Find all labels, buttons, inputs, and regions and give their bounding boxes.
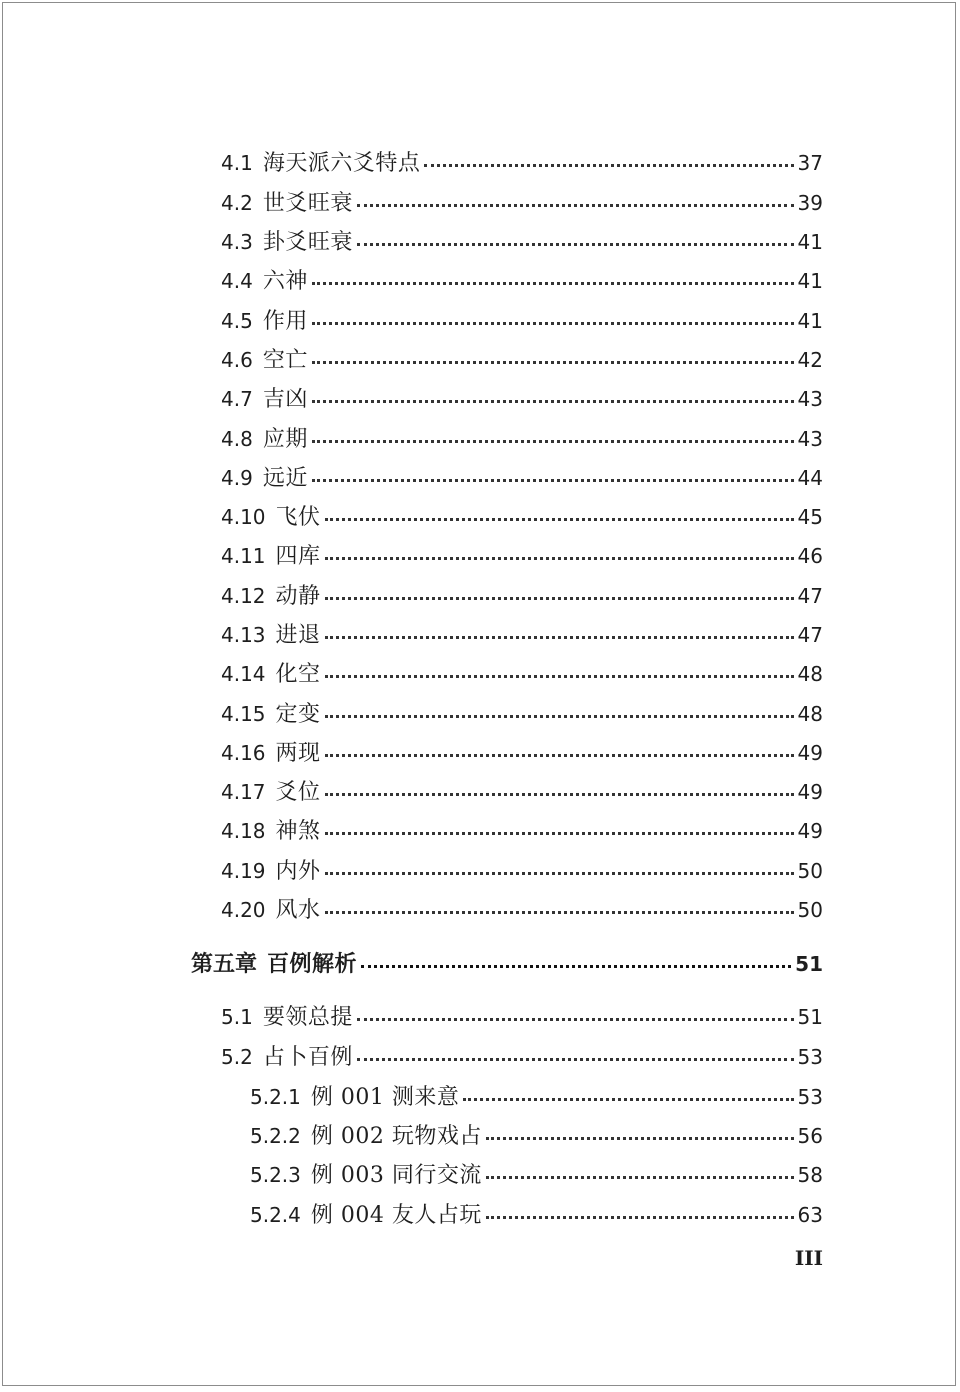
dot-leader — [463, 1098, 793, 1101]
toc-entry-title: 海天派六爻特点 — [262, 151, 421, 176]
dot-leader — [312, 361, 794, 364]
toc-entry-number: 5.2.2 — [250, 1124, 301, 1148]
toc-entry-title: 进退 — [275, 623, 321, 648]
toc-entry-title: 六神 — [262, 269, 308, 294]
toc-entry[interactable] — [250, 1158, 823, 1189]
toc-entry-page: 39 — [797, 191, 823, 215]
toc-entry[interactable] — [221, 893, 823, 924]
toc-entry-number: 5.2.3 — [250, 1163, 301, 1187]
toc-entry-number: 5.2 — [221, 1045, 253, 1069]
toc-entry-title: 占卜百例 — [262, 1045, 353, 1070]
toc-entry-page: 43 — [797, 387, 823, 411]
toc-entry-number: 4.1 — [221, 151, 253, 175]
toc-entry-title: 世爻旺衰 — [262, 191, 353, 216]
toc-entry-page: 49 — [797, 780, 823, 804]
toc-entry[interactable] — [221, 500, 823, 531]
toc-entry-title: 爻位 — [275, 780, 321, 805]
toc-entry[interactable] — [221, 775, 823, 806]
dot-leader — [357, 243, 794, 246]
toc-entry[interactable] — [221, 343, 823, 374]
toc-entry-number: 5.2.4 — [250, 1203, 301, 1227]
toc-entry-page: 44 — [797, 466, 823, 490]
toc-entry[interactable] — [221, 814, 823, 845]
toc-entry[interactable] — [221, 422, 823, 453]
toc-entry-title: 例 001 测来意 — [310, 1085, 460, 1110]
dot-leader — [486, 1176, 794, 1179]
toc-entry-page: 58 — [797, 1163, 823, 1187]
toc-entry-number: 4.4 — [221, 269, 253, 293]
document-page — [2, 2, 956, 1386]
dot-leader — [486, 1216, 794, 1219]
toc-entry-title: 飞伏 — [275, 505, 321, 530]
toc-entry-number: 4.16 — [221, 741, 266, 765]
toc-entry-title: 风水 — [275, 898, 321, 923]
toc-entry-page: 53 — [797, 1045, 823, 1069]
toc-entry-page: 49 — [797, 819, 823, 843]
toc-entry[interactable] — [221, 304, 823, 335]
dot-leader — [312, 282, 794, 285]
dot-leader — [357, 1058, 794, 1061]
toc-entry[interactable] — [221, 697, 823, 728]
toc-entry-number: 4.9 — [221, 466, 253, 490]
toc-entry[interactable] — [221, 186, 823, 217]
dot-leader — [325, 715, 794, 718]
toc-entry[interactable] — [250, 1119, 823, 1150]
toc-entry[interactable] — [221, 539, 823, 570]
toc-entry[interactable] — [250, 1080, 823, 1111]
toc-entry-title: 定变 — [275, 702, 321, 727]
toc-entry-number: 5.1 — [221, 1005, 253, 1029]
toc-entry-page: 37 — [797, 151, 823, 175]
toc-entry-title: 例 003 同行交流 — [310, 1163, 482, 1188]
toc-entry-page: 46 — [797, 544, 823, 568]
toc-entry-title: 卦爻旺衰 — [262, 230, 353, 255]
toc-entry-title: 两现 — [275, 741, 321, 766]
toc-entry-number: 4.5 — [221, 309, 253, 333]
toc-entry-page: 63 — [797, 1203, 823, 1227]
toc-entry-number: 4.3 — [221, 230, 253, 254]
dot-leader — [325, 557, 794, 560]
dot-leader — [325, 597, 794, 600]
toc-entry-page: 47 — [797, 623, 823, 647]
toc-entry[interactable] — [221, 1000, 823, 1031]
dot-leader — [325, 518, 794, 521]
dot-leader — [325, 911, 794, 914]
toc-entry-title: 应期 — [262, 427, 308, 452]
toc-entry-title: 化空 — [275, 662, 321, 687]
toc-entry-page: 51 — [797, 1005, 823, 1029]
toc-entry-page: 50 — [797, 898, 823, 922]
toc-entry-page: 45 — [797, 505, 823, 529]
toc-entry-number: 4.7 — [221, 387, 253, 411]
toc-entry-page: 47 — [797, 584, 823, 608]
toc-entry-title: 作用 — [262, 309, 308, 334]
toc-entry-title: 例 002 玩物戏占 — [310, 1124, 482, 1149]
toc-entry[interactable] — [221, 264, 823, 295]
page-number: III — [794, 1246, 823, 1270]
toc-entry-number: 4.2 — [221, 191, 253, 215]
toc-entry-number: 第五章 — [191, 952, 258, 977]
toc-entry-number: 5.2.1 — [250, 1085, 301, 1109]
dot-leader — [312, 322, 794, 325]
toc-entry-page: 50 — [797, 859, 823, 883]
toc-entry-title: 空亡 — [262, 348, 308, 373]
toc-entry-page: 51 — [795, 952, 823, 976]
toc-entry-title: 远近 — [262, 466, 308, 491]
toc-entry[interactable] — [221, 382, 823, 413]
toc-entry[interactable] — [221, 736, 823, 767]
toc-entry-page: 41 — [797, 230, 823, 254]
toc-entry-page: 49 — [797, 741, 823, 765]
toc-entry-number: 4.10 — [221, 505, 266, 529]
toc-entry-page: 48 — [797, 662, 823, 686]
dot-leader — [361, 965, 791, 968]
toc-entry-page: 48 — [797, 702, 823, 726]
dot-leader — [325, 793, 794, 796]
toc-entry-title: 内外 — [275, 859, 321, 884]
dot-leader — [325, 872, 794, 875]
toc-entry-page: 41 — [797, 269, 823, 293]
dot-leader — [312, 479, 794, 482]
toc-entry-page: 53 — [797, 1085, 823, 1109]
toc-entry[interactable] — [221, 146, 823, 177]
dot-leader — [357, 1018, 794, 1021]
toc-entry[interactable] — [221, 579, 823, 610]
toc-entry[interactable] — [250, 1198, 823, 1229]
toc-entry-title: 百例解析 — [267, 952, 358, 977]
dot-leader — [325, 675, 794, 678]
dot-leader — [325, 636, 794, 639]
toc-entry[interactable] — [221, 657, 823, 688]
toc-entry-number: 4.17 — [221, 780, 266, 804]
toc-entry-number: 4.19 — [221, 859, 266, 883]
toc-entry-title: 神煞 — [275, 819, 321, 844]
toc-entry-page: 43 — [797, 427, 823, 451]
toc-entry[interactable] — [221, 461, 823, 492]
toc-entry-title: 四库 — [275, 544, 321, 569]
toc-chapter-entry[interactable] — [191, 947, 823, 978]
toc-entry[interactable] — [221, 1040, 823, 1071]
dot-leader — [325, 754, 794, 757]
toc-entry-page: 42 — [797, 348, 823, 372]
toc-entry-number: 4.18 — [221, 819, 266, 843]
toc-entry-title: 动静 — [275, 584, 321, 609]
toc-entry-number: 4.8 — [221, 427, 253, 451]
dot-leader — [325, 832, 794, 835]
toc-entry-page: 56 — [797, 1124, 823, 1148]
toc-entry-number: 4.20 — [221, 898, 266, 922]
toc-entry[interactable] — [221, 618, 823, 649]
toc-entry-number: 4.12 — [221, 584, 266, 608]
dot-leader — [486, 1137, 794, 1140]
toc-entry-number: 4.15 — [221, 702, 266, 726]
toc-entry[interactable] — [221, 854, 823, 885]
dot-leader — [357, 204, 794, 207]
toc-entry-number: 4.13 — [221, 623, 266, 647]
toc-entry-title: 要领总提 — [262, 1005, 353, 1030]
dot-leader — [312, 400, 794, 403]
dot-leader — [424, 164, 793, 167]
toc-entry[interactable] — [221, 225, 823, 256]
dot-leader — [312, 440, 794, 443]
toc-entry-page: 41 — [797, 309, 823, 333]
toc-entry-number: 4.6 — [221, 348, 253, 372]
toc-entry-number: 4.14 — [221, 662, 266, 686]
toc-entry-title: 吉凶 — [262, 387, 308, 412]
toc-entry-title: 例 004 友人占玩 — [310, 1203, 482, 1228]
toc-entry-number: 4.11 — [221, 544, 266, 568]
